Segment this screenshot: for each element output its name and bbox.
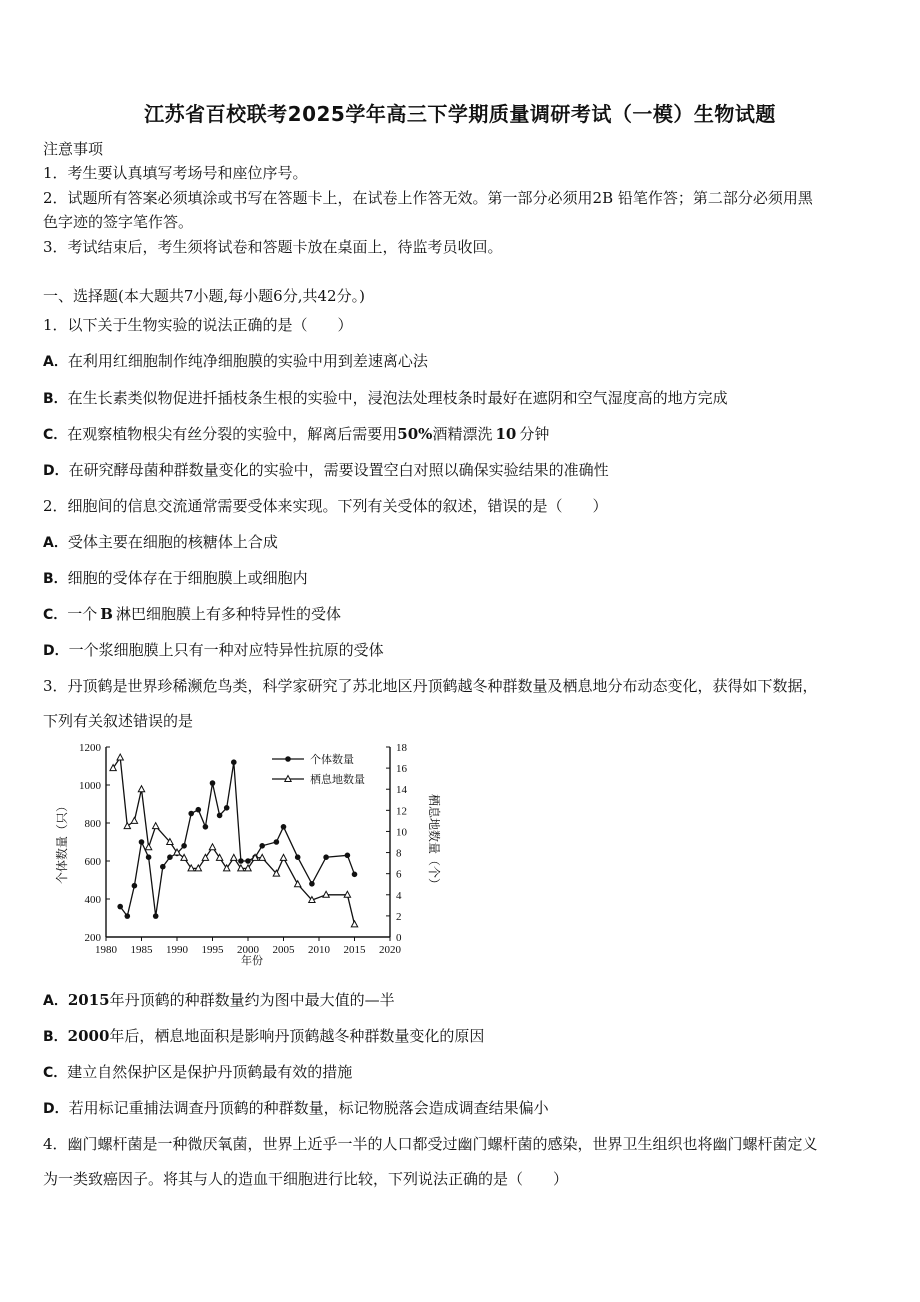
notice-heading: 注意事项: [43, 140, 104, 158]
question-2-stem: 2．细胞间的信息交流通常需要受体来实现。下列有关受体的叙述，错误的是（ ）: [43, 497, 608, 515]
question-1-option-b: [43, 388, 880, 409]
x-tick-label: 2015: [343, 944, 366, 956]
option-text: 一个浆细胞膜上只有一种对应特异性抗原的受体: [68, 641, 384, 659]
option-letter: C．: [43, 607, 68, 623]
x-tick-label: 1995: [201, 944, 224, 956]
y-left-tick-label: 1200: [79, 742, 101, 754]
y-left-tick-label: 200: [84, 932, 101, 944]
question-3-option-b: [43, 1026, 880, 1047]
question-1-option-c: [43, 424, 880, 445]
data-point-habitats: [138, 786, 144, 792]
option-letter: C．: [43, 1065, 68, 1081]
data-point-individuals: [245, 858, 251, 864]
x-tick-label: 1990: [166, 944, 188, 956]
y-right-tick-label: 0: [396, 932, 402, 944]
option-letter: B．: [43, 1029, 68, 1045]
y-right-tick-label: 4: [396, 889, 402, 902]
option-letter: D．: [43, 643, 69, 659]
data-point-individuals: [139, 839, 145, 845]
exam-title: 江苏省百校联考2025学年高三下学期质量调研考试（一模）生物试题: [144, 102, 776, 126]
data-point-individuals: [146, 854, 152, 860]
y-right-tick-label: 16: [396, 763, 407, 776]
option-letter: B．: [43, 571, 68, 587]
y-left-tick-label: 400: [84, 894, 101, 906]
data-point-habitats: [124, 823, 130, 829]
data-point-individuals: [224, 805, 230, 811]
data-point-individuals: [295, 854, 301, 860]
y-right-tick-label: 18: [396, 742, 407, 754]
data-point-habitats: [145, 844, 151, 850]
data-point-habitats: [131, 817, 137, 823]
x-tick-label: 2010: [308, 944, 330, 956]
option-letter: D．: [43, 1101, 69, 1117]
option-text: 淋巴细胞膜上有多种特异性的受体: [115, 605, 341, 623]
data-point-individuals: [153, 913, 159, 919]
data-point-individuals: [345, 853, 351, 859]
option-number: 50%: [397, 425, 433, 443]
notice-item-2: 2．试题所有答案必须填涂或书写在答题卡上，在试卷上作答无效。第一部分必须用2B 铅笔作答；第二部分必须用黑: [43, 189, 813, 207]
y-right-tick-label: 10: [396, 826, 407, 839]
data-point-individuals: [132, 883, 138, 889]
data-point-habitats: [351, 921, 357, 927]
question-1-option-d: [43, 460, 880, 481]
data-point-habitats: [295, 881, 301, 887]
data-point-individuals: [167, 854, 173, 860]
legend-label-habitats: 栖息地数量: [310, 774, 365, 786]
option-text: 分钟: [519, 425, 550, 443]
option-text: 细胞的受体存在于细胞膜上或细胞内: [67, 569, 308, 587]
option-number: 2015: [67, 991, 110, 1009]
chart-legend: [272, 752, 365, 786]
question-3-option-d: [43, 1098, 880, 1119]
data-point-individuals: [196, 807, 202, 813]
question-3-stem-cont: 下列有关叙述错误的是: [43, 712, 194, 730]
data-point-individuals: [259, 843, 265, 849]
data-point-individuals: [323, 854, 329, 860]
option-letter: D．: [43, 463, 69, 479]
x-tick-label: 2000: [237, 944, 259, 956]
data-point-individuals: [188, 811, 194, 817]
data-point-habitats: [153, 823, 159, 829]
y-left-tick-label: 800: [84, 818, 101, 830]
data-point-individuals: [125, 913, 131, 919]
option-text: 年后，栖息地面积是影响丹顶鹤越冬种群数量变化的原因: [109, 1027, 485, 1045]
data-point-individuals: [203, 824, 209, 830]
option-letter: A．: [43, 535, 68, 551]
option-text: 受体主要在细胞的核糖体上合成: [67, 533, 278, 551]
question-1-stem: 1．以下关于生物实验的说法正确的是（ ）: [43, 316, 353, 334]
option-text: 在利用红细胞制作纯净细胞膜的实验中用到差速离心法: [67, 352, 428, 370]
option-text: 在研究酵母菌种群数量变化的实验中，需要设置空白对照以确保实验结果的准确性: [68, 461, 609, 479]
option-text: 在观察植物根尖有丝分裂的实验中，解离后需要用: [67, 425, 398, 443]
x-axis-title: 年份: [241, 955, 263, 967]
question-2-option-d: [43, 640, 880, 661]
option-text: 年丹顶鹤的种群数量约为图中最大值的—半: [109, 991, 395, 1009]
option-number: 2000: [67, 1027, 110, 1045]
y-right-tick-label: 8: [396, 847, 402, 860]
y-right-tick-label: 14: [396, 784, 407, 797]
population-chart: [40, 735, 441, 967]
y-right-tick-label: 12: [396, 805, 407, 818]
y-left-axis-title: 个体数量（只）: [55, 799, 69, 885]
legend-label-individuals: 个体数量: [310, 754, 354, 766]
data-point-habitats: [181, 854, 187, 860]
option-letter: B．: [43, 391, 68, 407]
data-point-habitats: [117, 754, 123, 760]
data-point-individuals: [117, 904, 123, 910]
data-point-individuals: [274, 839, 280, 845]
question-2-option-b: [43, 568, 880, 589]
option-text: 建立自然保护区是保护丹顶鹤最有效的措施: [67, 1063, 353, 1081]
data-point-individuals: [281, 824, 287, 830]
option-number: 10: [495, 425, 517, 443]
y-right-axis-title: 栖息地数量（个）: [427, 793, 441, 891]
data-point-individuals: [309, 881, 315, 887]
option-letter: A．: [43, 354, 68, 370]
data-point-individuals: [217, 813, 223, 819]
option-text: 酒精漂洗: [432, 425, 493, 443]
question-3-option-c: [43, 1062, 880, 1083]
data-point-individuals: [160, 864, 166, 870]
question-4-stem-cont: 为一类致癌因子。将其与人的造血干细胞进行比较，下列说法正确的是（ ）: [43, 1170, 569, 1188]
x-tick-label: 1985: [130, 944, 153, 956]
y-left-tick-label: 600: [84, 856, 101, 868]
data-point-individuals: [352, 872, 358, 878]
question-1-option-a: [43, 351, 880, 372]
question-3-stem: 3．丹顶鹤是世界珍稀濒危鸟类，科学家研究了苏北地区丹顶鹤越冬种群数量及栖息地分布动态变化，获得如下数据，: [43, 677, 818, 695]
x-tick-label: 1980: [95, 944, 117, 956]
y-right-tick-label: 6: [396, 868, 402, 881]
data-point-individuals: [210, 780, 216, 786]
y-left-tick-label: 1000: [79, 780, 101, 792]
notice-item-1: 1．考生要认真填写考场号和座位序号。: [43, 164, 308, 182]
data-point-individuals: [181, 843, 187, 849]
data-point-habitats: [280, 854, 286, 860]
option-letter: A．: [43, 993, 68, 1009]
question-3-option-a: [43, 990, 880, 1011]
y-right-tick-label: 2: [396, 910, 402, 923]
data-point-habitats: [209, 844, 215, 850]
question-2-option-c: [43, 604, 880, 625]
option-text: 在生长素类似物促进扦插枝条生根的实验中，浸泡法处理枝条时最好在遮阴和空气湿度高的地方完成: [67, 389, 728, 407]
section-heading: 一、选择题(本大题共7小题,每小题6分,共42分。): [43, 287, 365, 305]
data-point-habitats: [231, 854, 237, 860]
option-letter: C．: [43, 427, 68, 443]
chart-ticks: [54, 742, 442, 967]
notice-item-3: 3．考试结束后，考生须将试卷和答题卡放在桌面上，待监考员收回。: [43, 238, 503, 256]
x-tick-label: 2020: [379, 944, 401, 956]
question-2-option-a: [43, 532, 880, 553]
option-number: B: [100, 605, 113, 623]
notice-item-2-cont: 色字迹的签字笔作答。: [43, 213, 194, 231]
legend-marker-individuals: [285, 756, 291, 762]
question-4-stem: 4．幽门螺杆菌是一种微厌氧菌，世界上近乎一半的人口都受过幽门螺杆菌的感染，世界卫生组织也将幽门螺杆菌定义: [43, 1135, 818, 1153]
option-text: 一个: [67, 605, 98, 623]
x-tick-label: 2005: [272, 944, 295, 956]
option-text: 若用标记重捕法调查丹顶鹤的种群数量，标记物脱落会造成调查结果偏小: [68, 1099, 549, 1117]
data-point-individuals: [231, 759, 237, 765]
data-point-individuals: [238, 858, 244, 864]
